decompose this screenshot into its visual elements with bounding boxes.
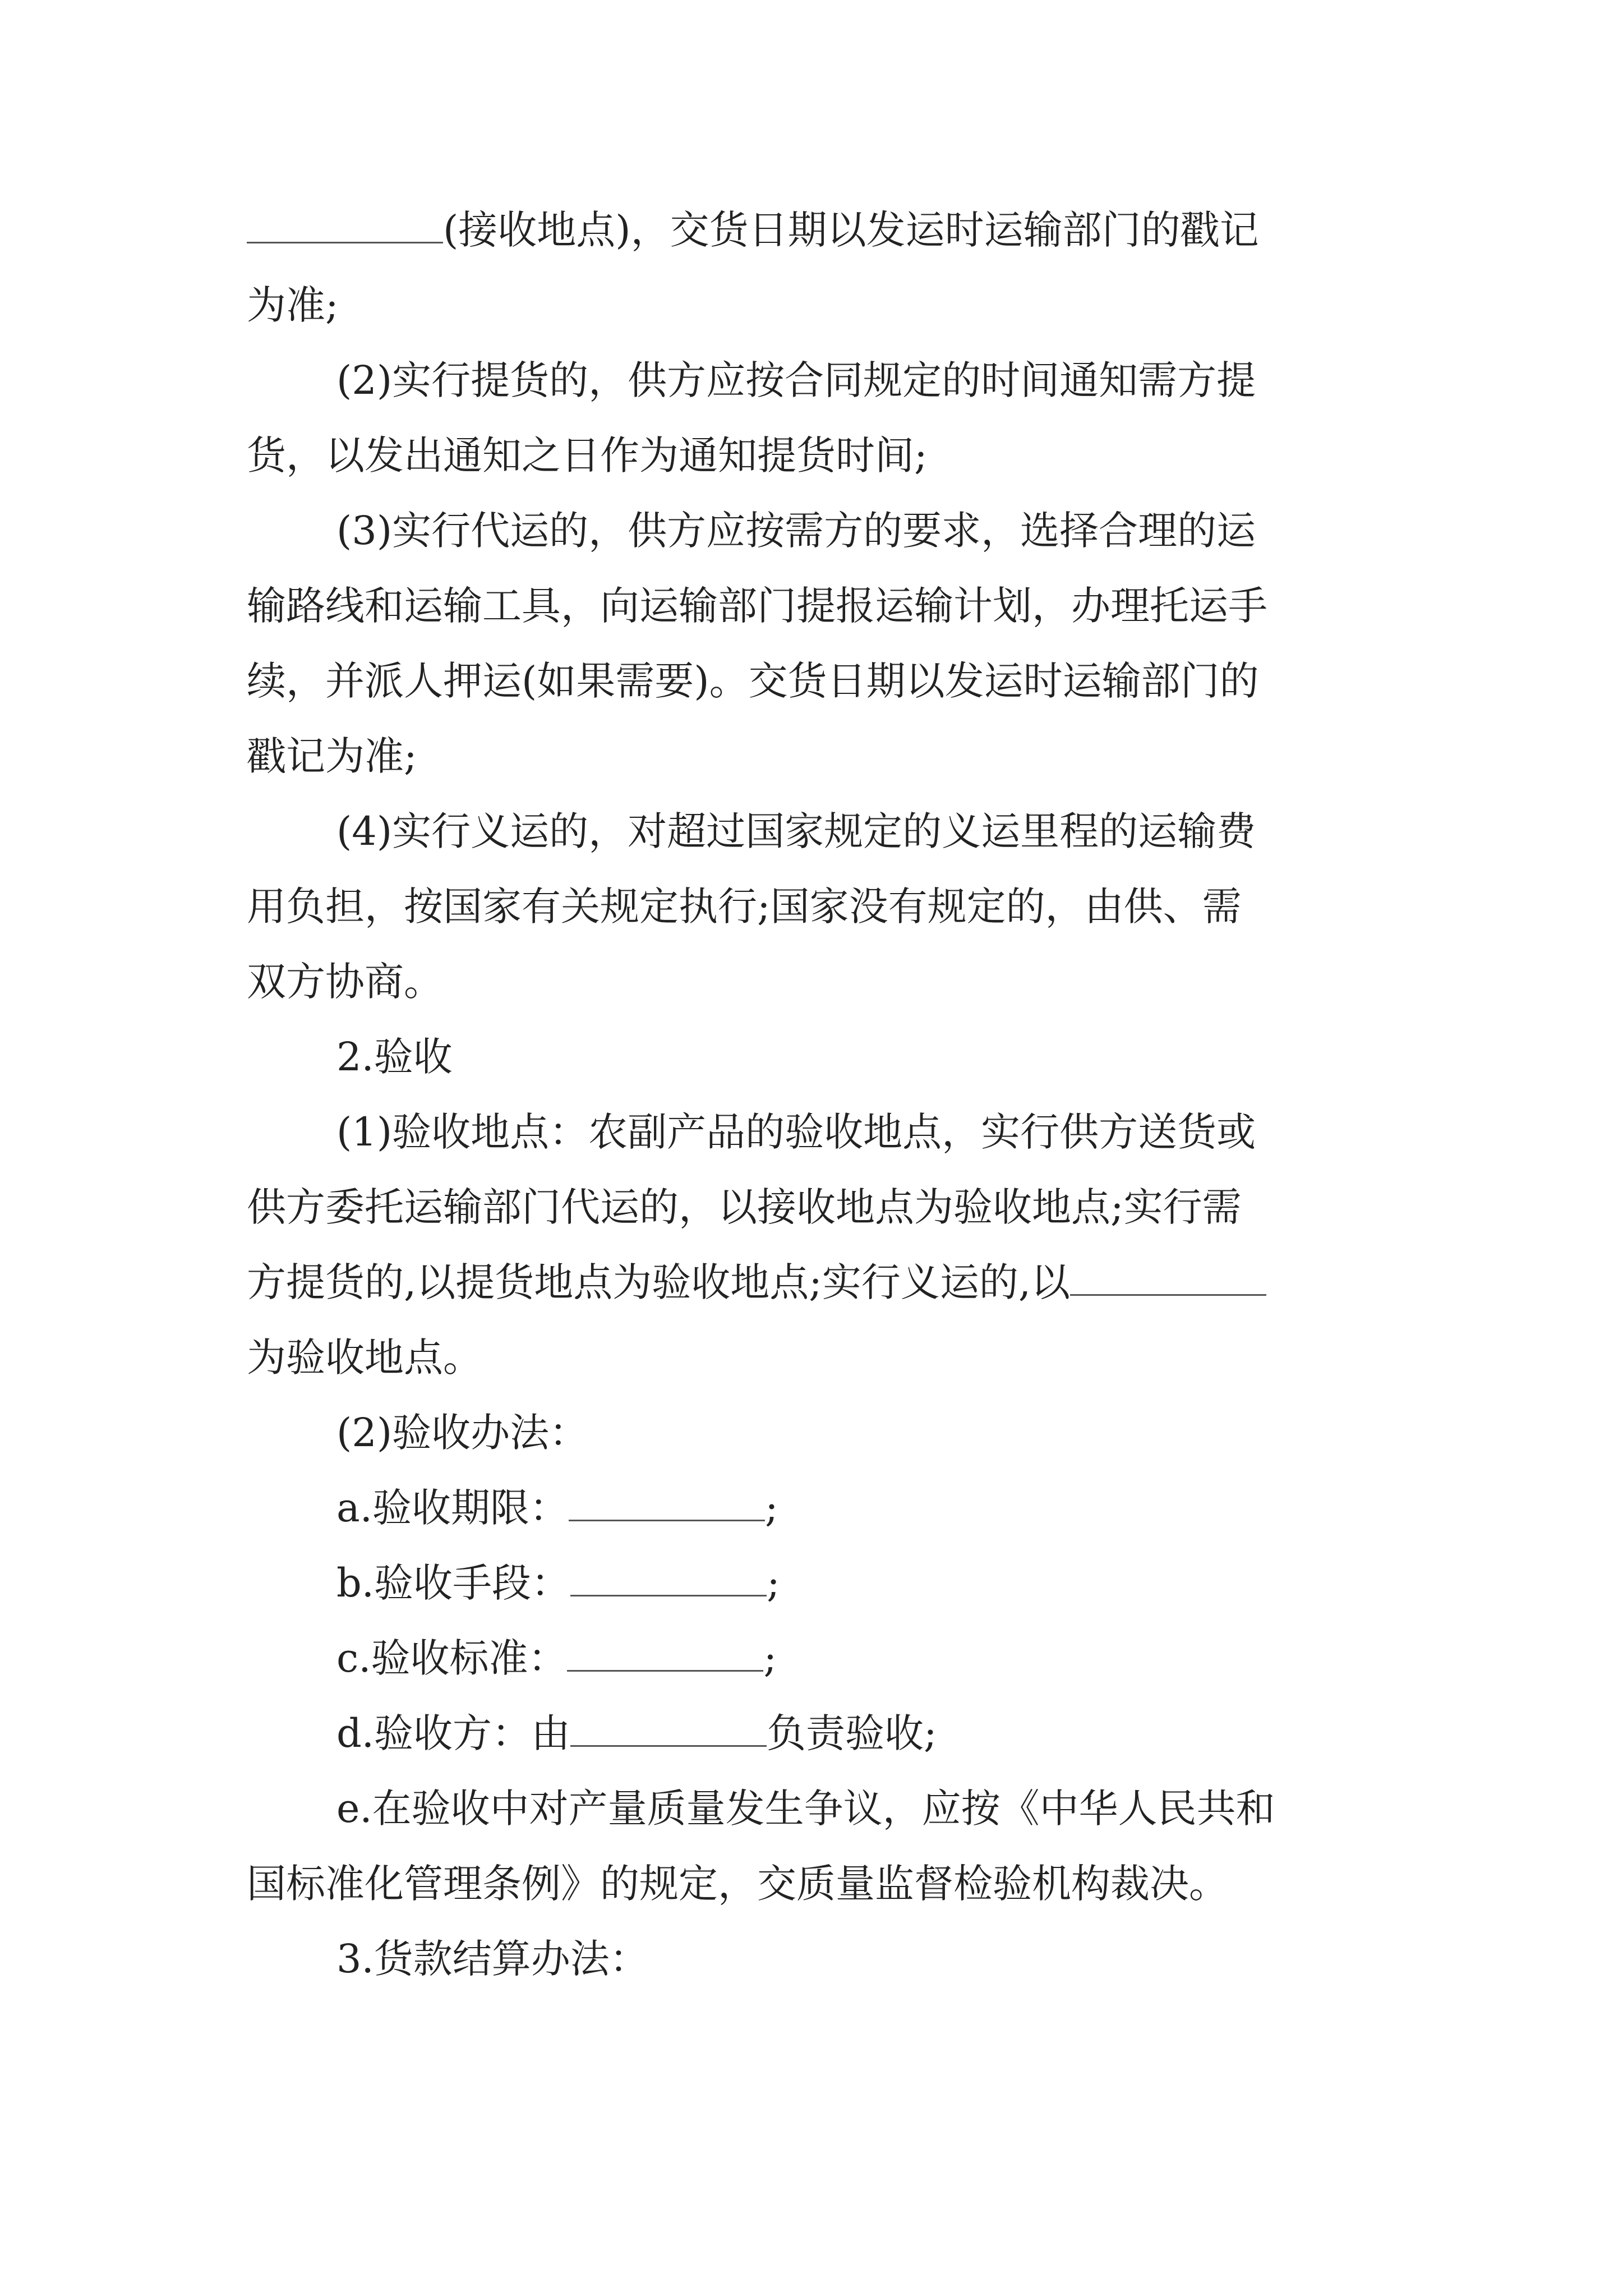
fill-in-blank[interactable]	[567, 1635, 763, 1672]
paragraph-line: 用负担，按国家有关规定执行;国家没有规定的，由供、需	[247, 884, 1242, 930]
paragraph-line: 双方协商。	[247, 959, 443, 1005]
section-heading: 2.验收	[336, 1034, 453, 1080]
line-text: 负责验收;	[767, 1710, 937, 1756]
line-text: 方提货的,以提货地点为验收地点;实行义运的,以	[247, 1259, 1071, 1305]
line-text: ;	[764, 1485, 778, 1531]
fill-in-blank[interactable]	[570, 1560, 767, 1596]
paragraph-line: 输路线和运输工具，向运输部门提报运输计划，办理托运手	[247, 583, 1267, 629]
paragraph-line: 为验收地点。	[247, 1335, 482, 1381]
paragraph-line: 国标准化管理条例》的规定，交质量监督检验机构裁决。	[247, 1861, 1228, 1907]
fill-in-blank[interactable]	[570, 1710, 767, 1747]
line-text: b.验收手段：	[336, 1560, 571, 1606]
paragraph-line	[336, 1633, 777, 1683]
line-text: c.验收标准：	[336, 1635, 568, 1681]
line-text: a.验收期限：	[336, 1485, 569, 1531]
paragraph-line: (2)验收办法：	[336, 1410, 589, 1456]
paragraph-line	[336, 1708, 937, 1759]
paragraph-line: (1)验收地点：农副产品的验收地点，实行供方送货或	[336, 1109, 1256, 1155]
paragraph-line: 为准;	[247, 282, 339, 328]
line-text: (接收地点)，交货日期以发运时运输部门的戳记	[443, 207, 1259, 253]
paragraph-line: (2)实行提货的，供方应按合同规定的时间通知需方提	[336, 357, 1256, 403]
paragraph-line	[336, 1558, 780, 1608]
paragraph-line	[247, 205, 1259, 255]
paragraph-line: (3)实行代运的，供方应按需方的要求，选择合理的运	[336, 508, 1256, 554]
fill-in-blank[interactable]	[247, 207, 443, 243]
section-heading: 3.货款结算办法：	[336, 1936, 649, 1982]
paragraph-line: 货，以发出通知之日作为通知提货时间;	[247, 432, 928, 478]
line-text: d.验收方：由	[336, 1710, 571, 1756]
line-text: ;	[763, 1635, 777, 1681]
paragraph-line: (4)实行义运的，对超过国家规定的义运里程的运输费	[336, 808, 1256, 854]
paragraph-line: 续，并派人押运(如果需要)。交货日期以发运时运输部门的	[247, 658, 1259, 704]
paragraph-line: 戳记为准;	[247, 733, 417, 779]
paragraph-line	[336, 1483, 778, 1533]
line-text: ;	[767, 1560, 780, 1606]
fill-in-blank[interactable]	[1070, 1259, 1266, 1296]
paragraph-line: e.在验收中对产量质量发生争议，应按《中华人民共和	[336, 1786, 1275, 1832]
paragraph-line: 供方委托运输部门代运的，以接收地点为验收地点;实行需	[247, 1184, 1242, 1230]
paragraph-line	[247, 1257, 1266, 1308]
fill-in-blank[interactable]	[569, 1485, 765, 1521]
